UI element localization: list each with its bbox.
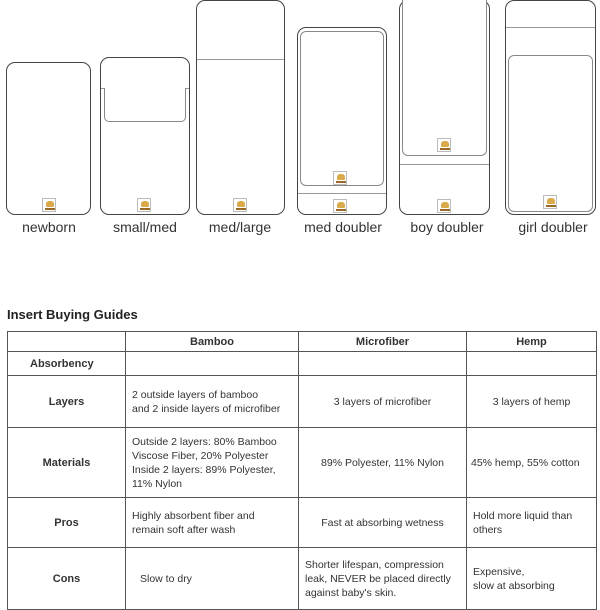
- table-row: [8, 352, 597, 376]
- table-cell: 89% Polyester, 11% Nylon: [299, 428, 467, 498]
- insert-label: small/med: [113, 219, 177, 235]
- column-header: Hemp: [467, 332, 597, 352]
- table-cell: [467, 352, 597, 376]
- table-row: [8, 548, 597, 610]
- table-cell: 3 layers of microfiber: [299, 376, 467, 428]
- table-header-row: [8, 332, 597, 352]
- table-cell: Shorter lifespan, compression leak, NEVER be placed directly against baby's skin.: [299, 548, 467, 610]
- column-header: Bamboo: [126, 332, 299, 352]
- row-label: Materials: [8, 428, 126, 498]
- table-cell: 2 outside layers of bamboo and 2 inside layers of microfiber: [126, 376, 299, 428]
- table-cell: 3 layers of hemp: [467, 376, 597, 428]
- doubler-pad: [508, 55, 593, 212]
- insert-illustrations: [0, 0, 600, 245]
- column-header: Microfiber: [299, 332, 467, 352]
- row-label: Absorbency: [8, 352, 126, 376]
- row-label: Pros: [8, 498, 126, 548]
- row-label: Cons: [8, 548, 126, 610]
- table-row: [8, 428, 597, 498]
- table-row: [8, 498, 597, 548]
- insert-label: med/large: [208, 219, 272, 235]
- flap-line: [506, 27, 595, 28]
- table-cell: Expensive, slow at absorbing: [467, 548, 597, 610]
- table-cell: Slow to dry: [126, 548, 299, 610]
- column-header: [8, 332, 126, 352]
- insert-label: girl doubler: [518, 219, 588, 235]
- table-cell: Fast at absorbing wetness: [299, 498, 467, 548]
- table-cell: Outside 2 layers: 80% Bamboo Viscose Fiber, 20% Polyester Inside 2 layers: 89% Polyester, 11% Nylon: [126, 428, 299, 498]
- table-cell: [126, 352, 299, 376]
- row-label: Layers: [8, 376, 126, 428]
- table-cell: 45% hemp, 55% cotton: [467, 428, 597, 498]
- table-cell: Highly absorbent fiber and remain soft after wash: [126, 498, 299, 548]
- buying-guide-table: [7, 331, 597, 610]
- guide-title: Insert Buying Guides: [7, 307, 138, 322]
- table-cell: Hold more liquid than others: [467, 498, 597, 548]
- brand-logo-icon: [543, 195, 557, 209]
- table-row: [8, 376, 597, 428]
- insert-label: med doubler: [304, 219, 382, 235]
- insert-label: newborn: [22, 219, 76, 235]
- insert-label: boy doubler: [410, 219, 484, 235]
- table-cell: [299, 352, 467, 376]
- girl-doubler-insert: [0, 0, 600, 245]
